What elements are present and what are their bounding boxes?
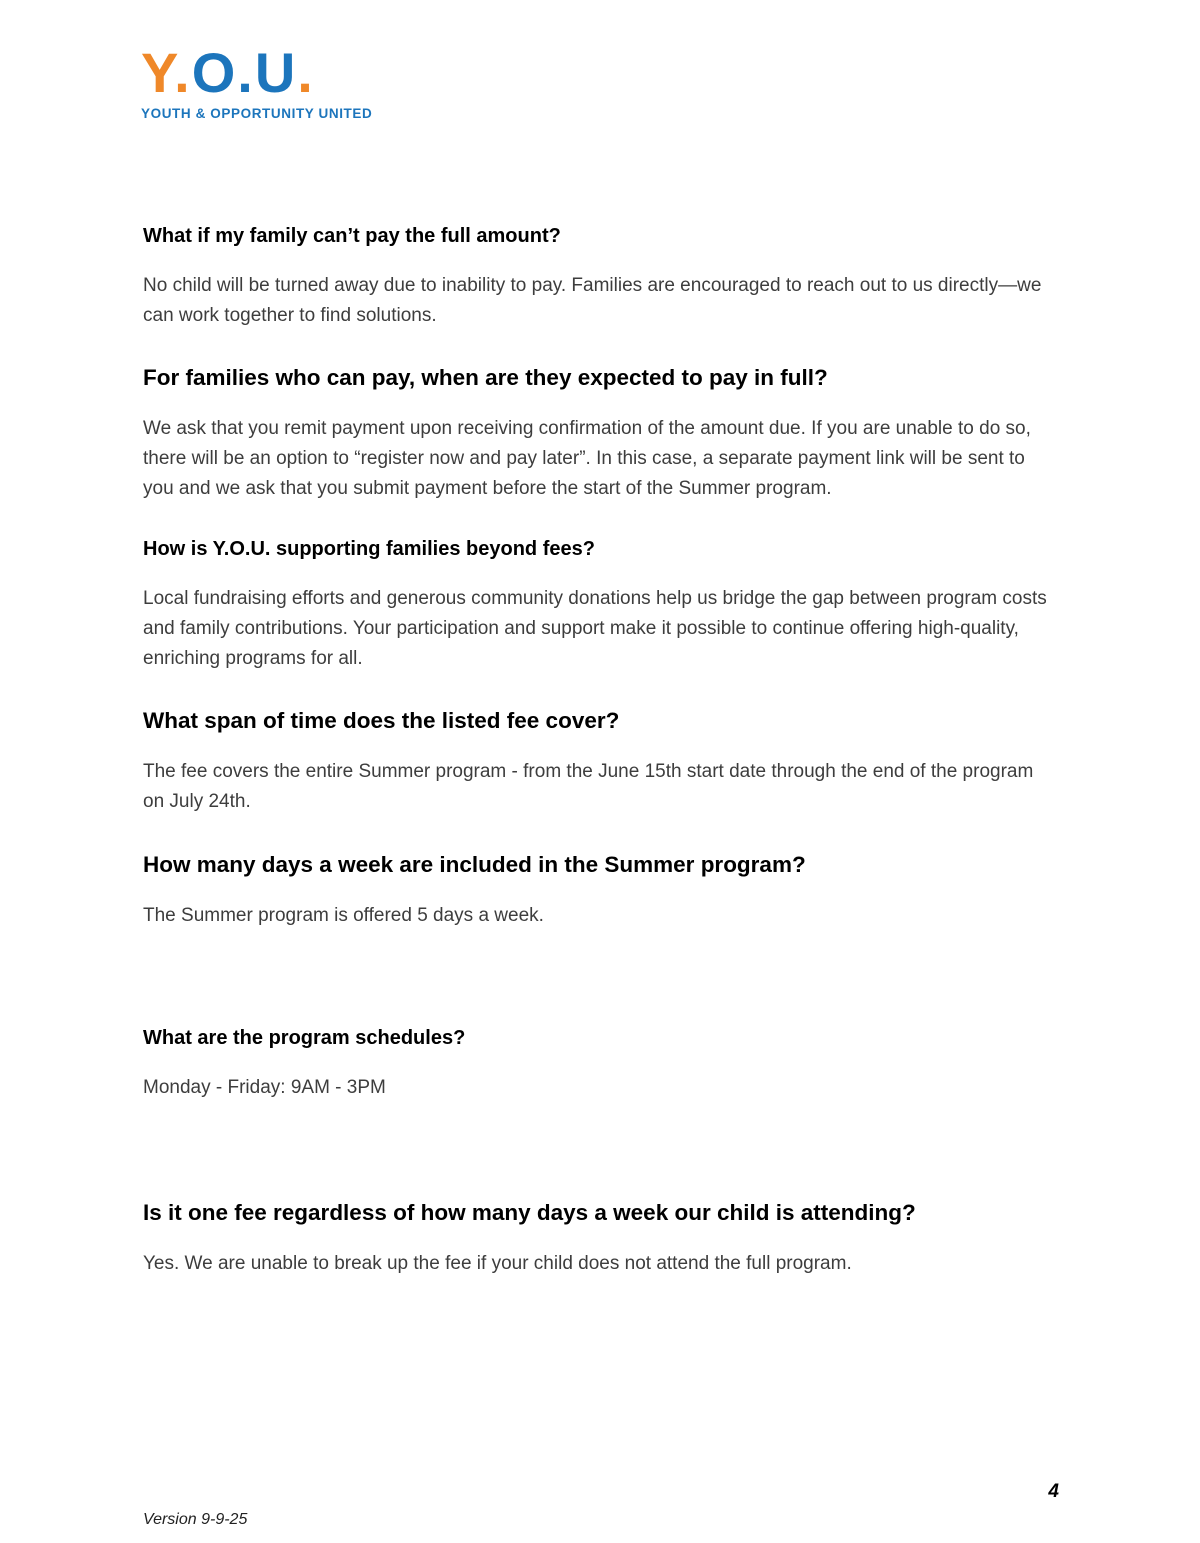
logo-letter-u: U [254,41,298,104]
logo-letter-y: Y. [141,41,192,104]
faq-answer: The Summer program is offered 5 days a week. [143,904,544,926]
faq-answer: Yes. We are unable to break up the fee if your child does not attend the full program. [143,1253,852,1274]
logo-wordmark [141,42,372,104]
faq-answer: We ask that you remit payment upon receiving confirmation of the amount due. If you are unable to do so, there will be an option to “register now and pay later”. In this case, a separate payment link will be sent to you and we ask that you submit payment before the start of the Summer program. [143,418,1031,499]
faq-question: For families who can pay, when are they expected to pay in full? [143,365,828,391]
faq-content [143,224,1058,1293]
logo-period: . [297,41,315,104]
faq-answer: No child will be turned away due to inability to pay. Families are encouraged to reach out to us directly—we can work together to find solutions. [143,275,1042,326]
faq-section-fee-span [143,707,1058,816]
faq-answer: Local fundraising efforts and generous community donations help us bridge the gap between program costs and family contributions. Your participation and support make it possible to continue offering high-quality, enriching programs for all. [143,588,1047,669]
faq-question: What if my family can’t pay the full amount? [143,225,561,247]
logo-letter-o: O. [191,41,255,104]
footer-page-number: 4 [1048,1481,1059,1502]
faq-section-beyond-fees [143,537,1058,673]
faq-section-days-per-week [143,851,1058,931]
faq-section-when-to-pay [143,364,1058,503]
logo-tagline: YOUTH & OPPORTUNITY UNITED [141,105,373,121]
faq-question: How is Y.O.U. supporting families beyond fees? [143,538,595,561]
footer-version-label: Version 9-9-25 [143,1511,248,1528]
faq-answer: Monday - Friday: 9AM - 3PM [143,1077,386,1099]
faq-answer: The fee covers the entire Summer program - from the June 15th start date through the end of the program on July 24th. [143,761,1034,812]
faq-section-pay-full-amount [143,224,1058,330]
faq-question: Is it one fee regardless of how many days a week our child is attending? [143,1199,916,1225]
faq-question: How many days a week are included in the Summer program? [143,851,806,877]
faq-question: What are the program schedules? [143,1027,466,1050]
faq-section-schedules [143,1026,1058,1103]
faq-section-one-fee [143,1199,1058,1279]
logo [141,42,372,121]
faq-question: What span of time does the listed fee cover? [143,708,620,734]
